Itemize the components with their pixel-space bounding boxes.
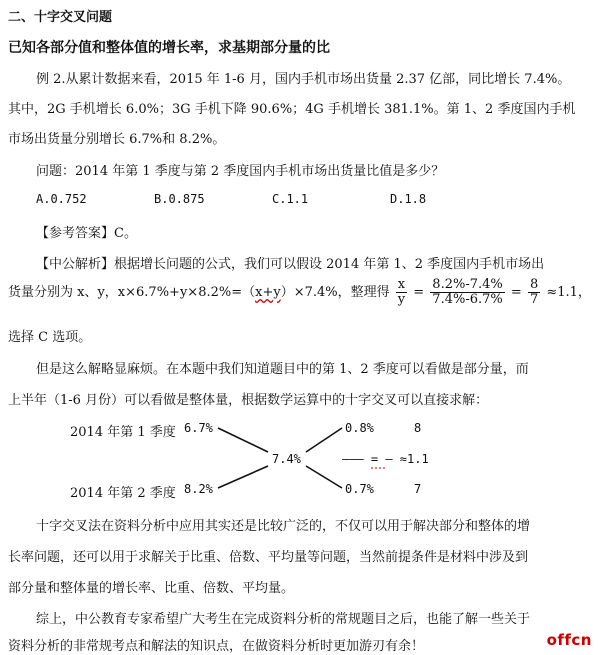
fraction-x-top: x <box>396 278 407 293</box>
example-line-2: 其中，2G 手机增长 6.0%；3G 手机下降 90.6%；4G 手机增长 381.1%。第 1、2 季度国内手机 <box>8 102 576 117</box>
fraction-7-bottom: 7 <box>529 292 539 307</box>
ratio-numerator: 8 <box>414 421 422 435</box>
analysis-text-c: ）×7.4%，整理得 <box>280 285 390 300</box>
example-line-3: 市场出货量分别增长 6.7%和 8.2%。 <box>8 132 226 147</box>
analysis-text-b: x+y <box>255 285 281 300</box>
para2-line-1: 但是这么解略显麻烦。在本题中我们知道题目中的第 1、2 季度可以看做是部分量，而 <box>36 362 529 377</box>
equals-sign-1: = <box>413 285 425 300</box>
section-subheading: 已知各部分值和整体值的增长率，求基期部分量的比 <box>8 40 330 56</box>
reference-answer: 【参考答案】C。 <box>36 226 137 241</box>
ratio-denominator: 7 <box>414 482 422 496</box>
para2-line-2: 上半年（1-6 月份）可以看做是整体量，根据数学运算中的十字交叉可以直接求解： <box>8 393 489 408</box>
diff-1: 0.8% <box>345 421 374 435</box>
q1-label: 2014 年第 1 季度 <box>70 425 176 440</box>
analysis-line-3: 选择 C 选项。 <box>8 330 92 345</box>
analysis-line-1: 【中公解析】根据增长问题的公式，我们可以假设 2014 年第 1、2 季度国内手机市场出 <box>36 257 545 272</box>
q2-label: 2014 年第 2 季度 <box>70 486 176 501</box>
para4-line-1: 综上，中公教育专家希望广大考生在完成资料分析的常规题目之后，也能了解一些关于 <box>36 612 531 627</box>
fraction-rate-bottom: 7.4%-6.7% <box>432 292 503 307</box>
para3-line-2: 长率问题，还可以用于求解关于比重、倍数、平均量等问题，当然前提条件是材料中涉及到 <box>8 550 529 565</box>
question-text: 问题：2014 年第 1 季度与第 2 季度国内手机市场出货量比值是多少？ <box>36 164 445 179</box>
offcn-logo: offcn <box>546 631 592 649</box>
diff-2: 0.7% <box>345 482 374 496</box>
option-a: A.0.752 <box>36 192 87 206</box>
option-c: C.1.1 <box>272 192 309 206</box>
section-heading: 二、十字交叉问题 <box>8 10 113 25</box>
cross-result: ——— = — ≈1.1 <box>342 452 429 466</box>
para3-line-3: 部分量和整体量的增长率、比重、倍数、平均量。 <box>8 581 295 596</box>
para3-line-1: 十字交叉法在资料分析中应用其实还是比较广泛的，不仅可以用于解决部分和整体的增 <box>36 519 531 534</box>
fraction-rate-top: 8.2%-7.4% <box>432 277 503 292</box>
para4-line-2: 资料分析的非常规考点和解法的知识点，在做资料分析时更加游刃有余！ <box>8 639 425 654</box>
q1-rate: 6.7% <box>184 421 213 435</box>
approx-result: ≈1.1， <box>546 285 591 300</box>
option-d: D.1.8 <box>390 192 427 206</box>
center-rate: 7.4% <box>272 452 301 466</box>
example-line-1: 例 2.从累计数据来看，2015 年 1-6 月，国内手机市场出货量 2.37 亿部，同比增长 7.4%。 <box>36 72 571 87</box>
fraction-8-top: 8 <box>529 277 539 292</box>
fraction-y-bottom: y <box>397 292 406 307</box>
option-b: B.0.875 <box>154 192 205 206</box>
equals-sign-2: = <box>510 285 522 300</box>
q2-rate: 8.2% <box>184 482 213 496</box>
analysis-text-a: 货量分别为 x、y，x×6.7%+y×8.2%=（ <box>8 285 256 300</box>
